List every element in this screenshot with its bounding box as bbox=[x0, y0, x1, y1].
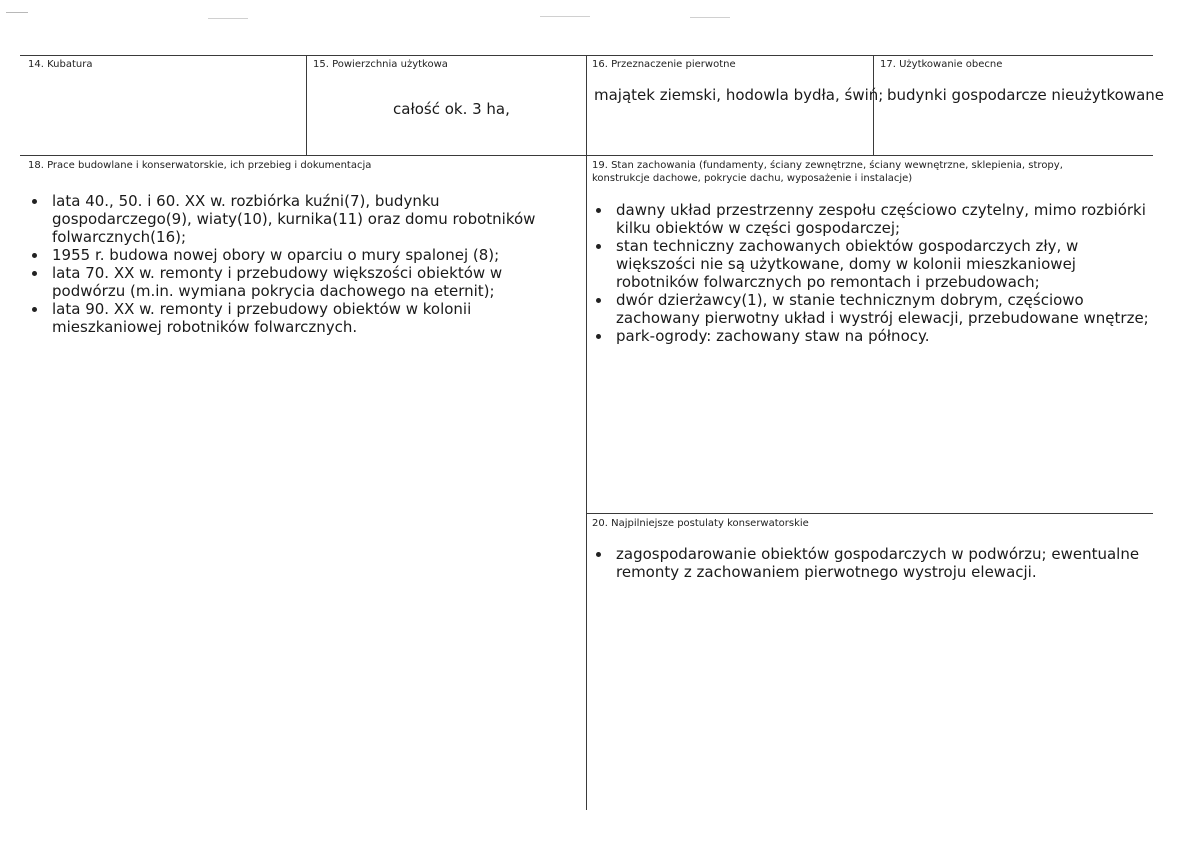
scan-mark bbox=[208, 18, 248, 19]
field-15-value: całość ok. 3 ha, bbox=[393, 100, 510, 118]
list-item: dwór dzierżawcy(1), w stanie technicznym dobrym, częściowo zachowany pierwotny układ i wystrój elewacji, przebudowane wnętrze; bbox=[592, 291, 1150, 327]
field-16-value: majątek ziemski, hodowla bydła, świń; bbox=[594, 86, 884, 104]
divider-14-15 bbox=[306, 55, 307, 156]
list-item: lata 70. XX w. remonty i przebudowy większości obiektów w podwórzu (m.in. wymiana pokrycia dachowego na eternit); bbox=[28, 264, 578, 300]
list-item: 1955 r. budowa nowej obory w oparciu o mury spalonej (8); bbox=[28, 246, 578, 264]
field-18-list bbox=[28, 192, 578, 336]
field-14-label: 14. Kubatura bbox=[28, 59, 93, 70]
list-item: park-ogrody: zachowany staw na północy. bbox=[592, 327, 1150, 345]
field-20-label: 20. Najpilniejsze postulaty konserwatorskie bbox=[592, 518, 809, 529]
field-15-label: 15. Powierzchnia użytkowa bbox=[313, 59, 448, 70]
list-item: lata 40., 50. i 60. XX w. rozbiórka kuźni(7), budynku gospodarczego(9), wiaty(10), kurnika(11) oraz domu robotników folwarcznych(16); bbox=[28, 192, 578, 246]
field-19-list bbox=[592, 201, 1150, 345]
field20-top-border bbox=[586, 513, 1153, 514]
scan-mark bbox=[6, 12, 28, 13]
list-item: lata 90. XX w. remonty i przebudowy obiektów w kolonii mieszkaniowej robotników folwarcznych. bbox=[28, 300, 578, 336]
field-17-value: budynki gospodarcze nieużytkowane bbox=[887, 86, 1165, 104]
field-18-label: 18. Prace budowlane i konserwatorskie, ich przebieg i dokumentacja bbox=[28, 160, 372, 171]
divider-16-17 bbox=[873, 55, 874, 156]
scan-mark bbox=[540, 16, 590, 17]
scan-mark bbox=[690, 17, 730, 18]
divider-main bbox=[586, 55, 587, 810]
field-19-label: 19. Stan zachowania (fundamenty, ściany zewnętrzne, ściany wewnętrzne, sklepienia, stropy, konstrukcje dachowe, pokrycie dachu, wyposażenie i instalacje) bbox=[592, 160, 1063, 184]
field-17-label: 17. Użytkowanie obecne bbox=[880, 59, 1003, 70]
list-item: dawny układ przestrzenny zespołu częściowo czytelny, mimo rozbiórki kilku obiektów w części gospodarczej; bbox=[592, 201, 1150, 237]
field-20-list bbox=[592, 545, 1142, 581]
list-item: stan techniczny zachowanych obiektów gospodarczych zły, w większości nie są użytkowane, domy w kolonii mieszkaniowej robotników folwarcznych po remontach i przebudowach; bbox=[592, 237, 1150, 291]
list-item: zagospodarowanie obiektów gospodarczych w podwórzu; ewentualne remonty z zachowaniem pierwotnego wystroju elewacji. bbox=[592, 545, 1142, 581]
field-16-label: 16. Przeznaczenie pierwotne bbox=[592, 59, 736, 70]
